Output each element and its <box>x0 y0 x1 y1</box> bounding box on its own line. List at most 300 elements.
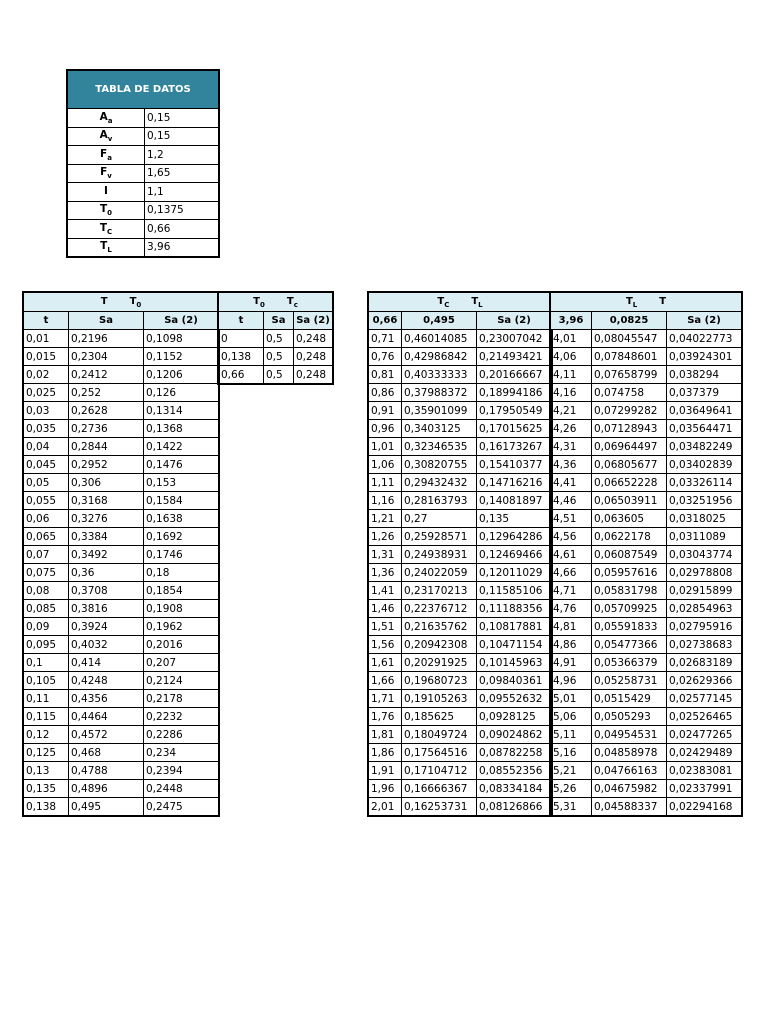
table-cell: 0,20942308 <box>402 636 477 654</box>
title-symbol-b: T <box>471 295 479 307</box>
table-cell: 0,04858978 <box>592 744 667 762</box>
datos-param-value: 0,15 <box>145 109 220 128</box>
table-header-row <box>550 312 742 330</box>
datos-param-symbol: F <box>100 147 108 160</box>
table-cell: 0,495 <box>69 798 144 817</box>
datos-param-subscript: v <box>107 172 112 181</box>
datos-param-symbol: T <box>100 240 108 253</box>
datos-param-label <box>67 201 145 220</box>
datos-param-subscript: C <box>107 227 113 236</box>
table-cell: 0,085 <box>23 600 69 618</box>
title-symbol-a: T <box>100 295 108 307</box>
table-row <box>23 780 219 798</box>
table-cell: 1,81 <box>368 726 402 744</box>
table-cell: 0,03564471 <box>667 420 743 438</box>
table-cell: 0,1152 <box>144 348 220 366</box>
table-cell: 0,09024862 <box>477 726 553 744</box>
table-cell: 1,66 <box>368 672 402 690</box>
table-cell: 0,46014085 <box>402 330 477 348</box>
datos-row <box>67 127 219 146</box>
table-cell: 0,02526465 <box>667 708 743 726</box>
table-cell: 0,06805677 <box>592 456 667 474</box>
title-symbol-b: T <box>286 295 294 307</box>
table-row <box>368 384 552 402</box>
table-cell: 4,76 <box>550 600 592 618</box>
table-cell: 0,05709925 <box>592 600 667 618</box>
table-cell: 0,03043774 <box>667 546 743 564</box>
table-row <box>23 384 219 402</box>
table-row <box>368 672 552 690</box>
title-symbol-a: T <box>625 295 633 307</box>
table-row <box>23 744 219 762</box>
table-cell: 1,16 <box>368 492 402 510</box>
table-cell: 0,074758 <box>592 384 667 402</box>
table-cell: 0,66 <box>218 366 264 385</box>
table-cell: 1,56 <box>368 636 402 654</box>
table-row <box>550 690 742 708</box>
table-row <box>550 438 742 456</box>
table-cell: 0,4464 <box>69 708 144 726</box>
table-cell: 0,3816 <box>69 600 144 618</box>
table-cell: 0,3708 <box>69 582 144 600</box>
table-cell: 0,1206 <box>144 366 220 384</box>
table-cell: 4,41 <box>550 474 592 492</box>
table-row <box>23 510 219 528</box>
table-cell: 0,055 <box>23 492 69 510</box>
table-cell: 0,08552356 <box>477 762 553 780</box>
table-row <box>550 528 742 546</box>
table-row <box>550 546 742 564</box>
table-row <box>23 492 219 510</box>
table-cell: 0,1908 <box>144 600 220 618</box>
table-cell: 0,138 <box>23 798 69 817</box>
table-cell: 0,2475 <box>144 798 220 817</box>
table-cell: 0,07658799 <box>592 366 667 384</box>
table-cell: 0,24022059 <box>402 564 477 582</box>
table-cell: 5,31 <box>550 798 592 817</box>
table-cell: 0,1422 <box>144 438 220 456</box>
table-cell: 0,2394 <box>144 762 220 780</box>
table-cell: 0,125 <box>23 744 69 762</box>
table-cell: 0,14716216 <box>477 474 553 492</box>
table-cell: 0,5 <box>264 348 294 366</box>
table-row <box>550 384 742 402</box>
table-cell: 0,09 <box>23 618 69 636</box>
table-cell: 0,05258731 <box>592 672 667 690</box>
table-cell: 0,4032 <box>69 636 144 654</box>
table-cell: 0,2412 <box>69 366 144 384</box>
table-cell: 0,248 <box>294 348 334 366</box>
datos-param-label <box>67 146 145 165</box>
table-cell: 0,13 <box>23 762 69 780</box>
table-cell: 1,31 <box>368 546 402 564</box>
table-row <box>550 744 742 762</box>
table-row <box>23 726 219 744</box>
table-cell: 0,04588337 <box>592 798 667 817</box>
table-row <box>368 348 552 366</box>
table-row <box>550 618 742 636</box>
datos-row <box>67 164 219 183</box>
title-symbol-b: T <box>129 295 137 307</box>
table-row <box>550 456 742 474</box>
table-cell: 0,17104712 <box>402 762 477 780</box>
table-cell: 5,26 <box>550 780 592 798</box>
table-row <box>550 330 742 348</box>
table-row <box>368 528 552 546</box>
table-cell: 4,16 <box>550 384 592 402</box>
table-cell: 0,2196 <box>69 330 144 348</box>
table-cell: 0,05957616 <box>592 564 667 582</box>
table-row <box>368 780 552 798</box>
table-cell: 0,0928125 <box>477 708 553 726</box>
table-cell: 0,234 <box>144 744 220 762</box>
table-row <box>368 402 552 420</box>
table-cell: 1,76 <box>368 708 402 726</box>
title-symbol-b: T <box>659 295 667 307</box>
table-cell: 0,02915899 <box>667 582 743 600</box>
table-row <box>550 654 742 672</box>
table-cell: 0,2628 <box>69 402 144 420</box>
table-cell: 0,07 <box>23 546 69 564</box>
table-cell: 0,04675982 <box>592 780 667 798</box>
table-cell: 0,06087549 <box>592 546 667 564</box>
table-cell: 0,025 <box>23 384 69 402</box>
datos-param-label <box>67 127 145 146</box>
table-row <box>23 402 219 420</box>
table-cell: 0,1746 <box>144 546 220 564</box>
datos-param-label <box>67 183 145 202</box>
title-subscript-b: L <box>478 300 483 309</box>
table-cell: 0,18994186 <box>477 384 553 402</box>
table-cell: 0,01 <box>23 330 69 348</box>
table-cell: 0,12469466 <box>477 546 553 564</box>
datos-param-label <box>67 164 145 183</box>
datos-param-value: 0,15 <box>145 127 220 146</box>
table-header-row <box>23 312 219 330</box>
table-cell: 0,1476 <box>144 456 220 474</box>
table-cell: 0,16173267 <box>477 438 553 456</box>
table-cell: 0,03924301 <box>667 348 743 366</box>
table-title <box>368 292 552 312</box>
datos-row <box>67 238 219 257</box>
table-cell: 1,41 <box>368 582 402 600</box>
table-cell: 1,86 <box>368 744 402 762</box>
table-cell: 0,2736 <box>69 420 144 438</box>
table-cell: 0,306 <box>69 474 144 492</box>
table-cell: 0,18 <box>144 564 220 582</box>
table-cell: 0,21635762 <box>402 618 477 636</box>
table-cell: 4,01 <box>550 330 592 348</box>
table-cell: 0,0311089 <box>667 528 743 546</box>
column-header: 3,96 <box>550 312 592 330</box>
table-cell: 0,12 <box>23 726 69 744</box>
table-cell: 2,01 <box>368 798 402 817</box>
datos-param-symbol: T <box>99 221 108 234</box>
datos-row <box>67 109 219 128</box>
datos-param-symbol: A <box>99 110 108 123</box>
table-cell: 0,035 <box>23 420 69 438</box>
table-cell: 0,03649641 <box>667 402 743 420</box>
datos-param-value: 0,66 <box>145 220 220 239</box>
table-cell: 0,86 <box>368 384 402 402</box>
table-row <box>368 366 552 384</box>
table-cell: 0,05366379 <box>592 654 667 672</box>
table-cell: 0,1962 <box>144 618 220 636</box>
table-cell: 0,02 <box>23 366 69 384</box>
table-cell: 5,11 <box>550 726 592 744</box>
table-row <box>368 438 552 456</box>
table-cell: 0,414 <box>69 654 144 672</box>
table-title <box>218 292 333 312</box>
table-cell: 4,66 <box>550 564 592 582</box>
table-cell: 0,3384 <box>69 528 144 546</box>
title-symbol-a: T <box>437 295 445 307</box>
table-cell: 0,19105263 <box>402 690 477 708</box>
column-header: t <box>23 312 69 330</box>
table-cell: 0,06652228 <box>592 474 667 492</box>
table-cell: 1,91 <box>368 762 402 780</box>
table-cell: 4,51 <box>550 510 592 528</box>
title-subscript-a: 0 <box>259 300 265 309</box>
table-row <box>23 582 219 600</box>
table-cell: 0,1368 <box>144 420 220 438</box>
table-cell: 0,2952 <box>69 456 144 474</box>
table-cell: 0,1098 <box>144 330 220 348</box>
table-cell: 0,3403125 <box>402 420 477 438</box>
column-header: Sa (2) <box>294 312 334 330</box>
table-row <box>218 348 333 366</box>
table-row <box>550 492 742 510</box>
table-cell: 0,045 <box>23 456 69 474</box>
table-row <box>23 420 219 438</box>
table-cell: 0,135 <box>477 510 553 528</box>
title-subscript-a: L <box>632 300 638 309</box>
table-title <box>23 292 219 312</box>
datos-param-symbol: F <box>100 166 108 179</box>
table-cell: 0,03251956 <box>667 492 743 510</box>
table-row <box>23 564 219 582</box>
table-cell: 0,37988372 <box>402 384 477 402</box>
table-cell: 0,03482249 <box>667 438 743 456</box>
table-cell: 0,11188356 <box>477 600 553 618</box>
table-cell: 0,04766163 <box>592 762 667 780</box>
table-cell: 0,5 <box>264 366 294 385</box>
table-cell: 0,02477265 <box>667 726 743 744</box>
table-cell: 0,06 <box>23 510 69 528</box>
table-cell: 5,21 <box>550 762 592 780</box>
table-cell: 0,19680723 <box>402 672 477 690</box>
datos-row <box>67 146 219 165</box>
table-row <box>368 690 552 708</box>
table-cell: 0,10145963 <box>477 654 553 672</box>
table-cell: 4,86 <box>550 636 592 654</box>
table-cell: 0,3168 <box>69 492 144 510</box>
table-title-row <box>23 292 219 312</box>
table-cell: 0,0622178 <box>592 528 667 546</box>
column-header: Sa (2) <box>144 312 220 330</box>
table-cell: 0,037379 <box>667 384 743 402</box>
table-row <box>550 582 742 600</box>
table-row <box>368 600 552 618</box>
table-row <box>23 474 219 492</box>
table-row <box>218 330 333 348</box>
table-cell: 0,207 <box>144 654 220 672</box>
table-cell: 0,17950549 <box>477 402 553 420</box>
table-cell: 0,17015625 <box>477 420 553 438</box>
table-cell: 0,075 <box>23 564 69 582</box>
table-cell: 1,01 <box>368 438 402 456</box>
table-cell: 0,1638 <box>144 510 220 528</box>
table-cell: 0,03326114 <box>667 474 743 492</box>
table-row <box>368 582 552 600</box>
table-cell: 0,36 <box>69 564 144 582</box>
table-cell: 0,28163793 <box>402 492 477 510</box>
table-cell: 0,135 <box>23 780 69 798</box>
table-cell: 0,138 <box>218 348 264 366</box>
table-row <box>550 726 742 744</box>
table-title-row <box>218 292 333 312</box>
table-cell: 0,76 <box>368 348 402 366</box>
title-subscript-b: 0 <box>136 300 142 309</box>
table-cell: 0,23170213 <box>402 582 477 600</box>
table-cell: 0,2232 <box>144 708 220 726</box>
table-cell: 1,06 <box>368 456 402 474</box>
table-cell: 0,40333333 <box>402 366 477 384</box>
column-header: Sa <box>264 312 294 330</box>
table-cell: 0,2016 <box>144 636 220 654</box>
datos-param-subscript: v <box>107 135 113 144</box>
table-cell: 0,1 <box>23 654 69 672</box>
table-row <box>550 474 742 492</box>
table-cell: 0,038294 <box>667 366 743 384</box>
table-cell: 0,06503911 <box>592 492 667 510</box>
table-cell: 4,56 <box>550 528 592 546</box>
table-row <box>23 708 219 726</box>
datos-param-value: 1,2 <box>145 146 220 165</box>
datos-row <box>67 220 219 239</box>
table-cell: 0,04954531 <box>592 726 667 744</box>
table-cell: 0,153 <box>144 474 220 492</box>
table-cell: 4,21 <box>550 402 592 420</box>
table-cell: 4,96 <box>550 672 592 690</box>
table-cell: 0,02629366 <box>667 672 743 690</box>
table-cell: 0,4356 <box>69 690 144 708</box>
table-cell: 0,3492 <box>69 546 144 564</box>
table-cell: 4,06 <box>550 348 592 366</box>
table-cell: 1,26 <box>368 528 402 546</box>
table-cell: 0,4896 <box>69 780 144 798</box>
table-row <box>550 600 742 618</box>
table-row <box>23 762 219 780</box>
table-cell: 0,4572 <box>69 726 144 744</box>
table-cell: 0,02978808 <box>667 564 743 582</box>
table-cell: 0,5 <box>264 330 294 348</box>
datos-param-value: 0,1375 <box>145 201 220 220</box>
datos-param-value: 1,1 <box>145 183 220 202</box>
table-cell: 0,09552632 <box>477 690 553 708</box>
table-cell: 0,11585106 <box>477 582 553 600</box>
table-row <box>550 762 742 780</box>
table-cell: 0,1314 <box>144 402 220 420</box>
table-cell: 0,2178 <box>144 690 220 708</box>
table-row <box>368 510 552 528</box>
table-row <box>368 744 552 762</box>
table-row <box>23 654 219 672</box>
spectrum-table-tl-t <box>549 291 743 817</box>
table-cell: 0,16666367 <box>402 780 477 798</box>
table-row <box>368 456 552 474</box>
table-cell: 0,185625 <box>402 708 477 726</box>
table-cell: 0,015 <box>23 348 69 366</box>
datos-param-label <box>67 238 145 257</box>
table-cell: 0,71 <box>368 330 402 348</box>
table-cell: 0,96 <box>368 420 402 438</box>
table-cell: 0,2286 <box>144 726 220 744</box>
table-title-row <box>550 292 742 312</box>
table-cell: 0,0505293 <box>592 708 667 726</box>
column-header: 0,66 <box>368 312 402 330</box>
table-cell: 0,05 <box>23 474 69 492</box>
table-cell: 4,36 <box>550 456 592 474</box>
table-title <box>550 292 742 312</box>
table-cell: 0,32346535 <box>402 438 477 456</box>
table-row <box>23 636 219 654</box>
table-cell: 0,1584 <box>144 492 220 510</box>
table-row <box>23 600 219 618</box>
table-cell: 0,12964286 <box>477 528 553 546</box>
table-cell: 4,71 <box>550 582 592 600</box>
spectrum-table-tc-tl <box>367 291 553 817</box>
table-cell: 0,4788 <box>69 762 144 780</box>
datos-param-subscript: a <box>107 116 113 125</box>
table-cell: 0,10817881 <box>477 618 553 636</box>
table-cell: 4,81 <box>550 618 592 636</box>
table-cell: 0,08126866 <box>477 798 553 817</box>
table-cell: 0,0318025 <box>667 510 743 528</box>
table-cell: 1,51 <box>368 618 402 636</box>
datos-param-value: 3,96 <box>145 238 220 257</box>
table-cell: 0,20166667 <box>477 366 553 384</box>
table-cell: 0,03 <box>23 402 69 420</box>
column-header: Sa (2) <box>477 312 553 330</box>
table-row <box>550 798 742 817</box>
table-cell: 0,1854 <box>144 582 220 600</box>
table-cell: 5,16 <box>550 744 592 762</box>
table-cell: 0,42986842 <box>402 348 477 366</box>
table-cell: 0,04022773 <box>667 330 743 348</box>
table-header-row <box>368 312 552 330</box>
table-row <box>368 762 552 780</box>
table-cell: 4,46 <box>550 492 592 510</box>
table-cell: 0,02294168 <box>667 798 743 817</box>
datos-param-subscript: 0 <box>107 209 113 218</box>
table-cell: 5,06 <box>550 708 592 726</box>
table-row <box>550 510 742 528</box>
table-row <box>368 474 552 492</box>
table-cell: 1,96 <box>368 780 402 798</box>
table-cell: 0,115 <box>23 708 69 726</box>
table-cell: 0,02683189 <box>667 654 743 672</box>
table-row <box>550 366 742 384</box>
table-cell: 0,15410377 <box>477 456 553 474</box>
table-cell: 0,05831798 <box>592 582 667 600</box>
table-row <box>368 798 552 817</box>
column-header: 0,0825 <box>592 312 667 330</box>
title-symbol-a: T <box>253 295 260 307</box>
table-cell: 4,61 <box>550 546 592 564</box>
table-cell: 1,71 <box>368 690 402 708</box>
table-cell: 0,22376712 <box>402 600 477 618</box>
